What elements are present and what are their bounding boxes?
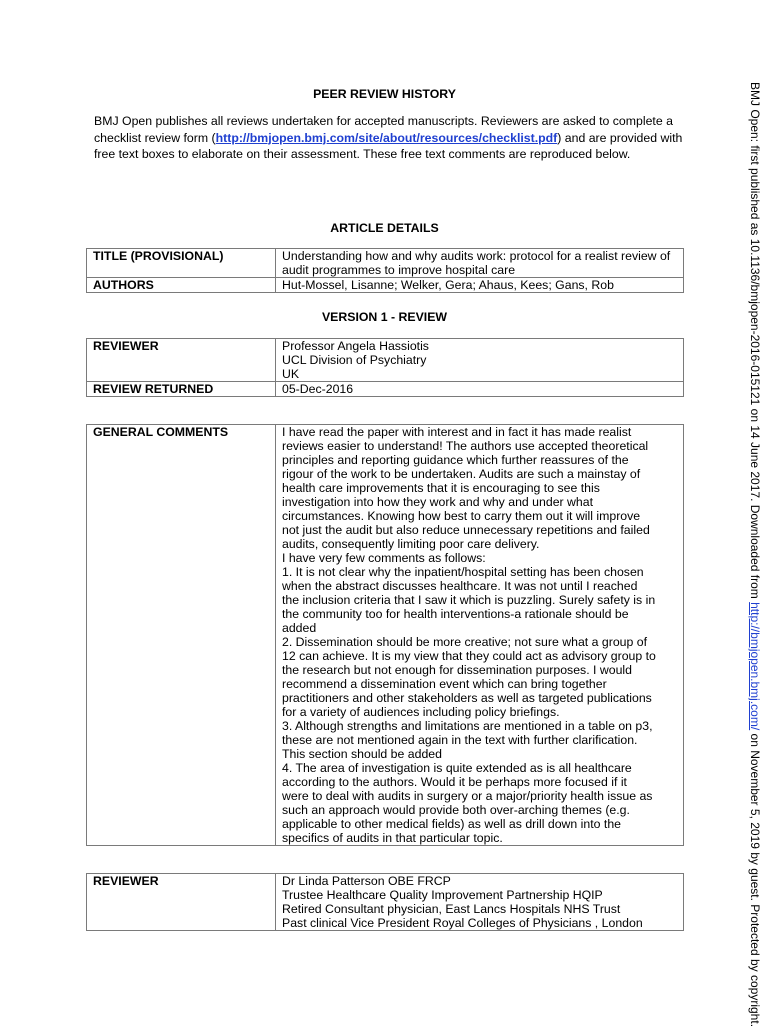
- reviewer-2-line: Dr Linda Patterson OBE FRCP: [282, 874, 451, 888]
- reviewer-1-details: [276, 339, 684, 382]
- comment-line: these are not mentioned again in the text with further clarification.: [282, 733, 638, 747]
- bmjopen-link[interactable]: http://bmjopen.bmj.com/: [748, 602, 762, 731]
- reviewer-1-row: [87, 339, 684, 382]
- page-title: PEER REVIEW HISTORY: [313, 87, 456, 101]
- comment-line: I have read the paper with interest and in fact it has made realist: [282, 425, 632, 439]
- authors-row: [87, 278, 684, 293]
- side-copyright-note: [742, 82, 762, 1027]
- comment-line: not just the audit but also reduce unnecessary repetitions and failed: [282, 523, 650, 537]
- title-row: [87, 249, 684, 278]
- review-returned-value: 05-Dec-2016: [276, 382, 684, 397]
- general-comments-table: [86, 424, 684, 846]
- authors-value: Hut-Mossel, Lisanne; Welker, Gera; Ahaus, Kees; Gans, Rob: [276, 278, 684, 293]
- comment-line: reviews easier to understand! The authors use accepted theoretical: [282, 439, 649, 453]
- reviewer-1-label: REVIEWER: [87, 339, 276, 382]
- general-comments-label: GENERAL COMMENTS: [87, 425, 276, 846]
- comment-line: rigour of the work to be undertaken. Audits are such a mainstay of: [282, 467, 641, 481]
- authors-label: AUTHORS: [87, 278, 276, 293]
- comment-line: when the abstract discusses healthcare. It was not until I reached: [282, 579, 638, 593]
- comment-line: recommend a dissemination event which can bring together: [282, 677, 607, 691]
- comment-line: specifics of audits in that particular topic.: [282, 831, 503, 845]
- side-note-text-end: on November 5, 2019 by guest. Protected by copyright.: [748, 730, 762, 1027]
- comment-line: circumstances. Knowing how best to carry them out it will improve: [282, 509, 641, 523]
- review-returned-row: [87, 382, 684, 397]
- checklist-link[interactable]: http://bmjopen.bmj.com/site/about/resources/checklist.pdf: [215, 130, 558, 145]
- comment-line: for a variety of audiences including policy briefings.: [282, 705, 560, 719]
- reviewer-1-line: UCL Division of Psychiatry: [282, 353, 427, 367]
- comment-line: investigation into how they work and why and under what: [282, 495, 594, 509]
- reviewer-2-label: REVIEWER: [87, 874, 276, 931]
- title-label: TITLE (PROVISIONAL): [87, 249, 276, 278]
- comment-line: were to deal with audits in surgery or a major/priority health issue as: [282, 789, 653, 803]
- comment-line: practitioners and other stakeholders as well as targeted publications: [282, 691, 652, 705]
- comment-line: 3. Although strengths and limitations are mentioned in a table on p3,: [282, 719, 653, 733]
- title-value: Understanding how and why audits work: protocol for a realist review of audit programmes to improve hospital care: [276, 249, 684, 278]
- article-details-heading: ARTICLE DETAILS: [330, 221, 439, 235]
- comment-line: I have very few comments as follows:: [282, 551, 486, 565]
- reviewer-2-line: Past clinical Vice President Royal Colleges of Physicians , London: [282, 916, 643, 930]
- general-comments-row: [87, 425, 684, 846]
- side-note-text-start: BMJ Open: first published as 10.1136/bmjopen-2016-015121 on 14 June 2017. Downloaded from: [748, 82, 762, 603]
- comment-line: 4. The area of investigation is quite extended as is all healthcare: [282, 761, 632, 775]
- review-returned-label: REVIEW RETURNED: [87, 382, 276, 397]
- comment-line: the research but not enough for dissemination purposes. I would: [282, 663, 632, 677]
- reviewer-2-line: Retired Consultant physician, East Lancs Hospitals NHS Trust: [282, 902, 621, 916]
- comment-line: the inclusion criteria that I saw it which is puzzling. Surely safety is in: [282, 593, 656, 607]
- article-details-table: [86, 248, 684, 293]
- comment-line: This section should be added: [282, 747, 442, 761]
- reviewer-2-line: Trustee Healthcare Quality Improvement Partnership HQIP: [282, 888, 603, 902]
- comment-line: the community too for health interventions-a rationale should be: [282, 607, 629, 621]
- comment-line: 1. It is not clear why the inpatient/hospital setting has been chosen: [282, 565, 644, 579]
- reviewer-2-table: [86, 873, 684, 931]
- comment-line: applicable to other medical fields) as well as drill down into the: [282, 817, 622, 831]
- comment-line: such an approach would provide both over-arching themes (e.g.: [282, 803, 630, 817]
- version-heading: VERSION 1 - REVIEW: [321, 310, 448, 324]
- comment-line: audits, consequently limiting poor care delivery.: [282, 537, 540, 551]
- reviewer-2-details: [276, 874, 684, 931]
- reviewer-2-row: [87, 874, 684, 931]
- reviewer-1-line: Professor Angela Hassiotis: [282, 339, 429, 353]
- general-comments-body: [276, 425, 684, 846]
- comment-line: according to the authors. Would it be perhaps more focused if it: [282, 775, 627, 789]
- intro-text-end: ) and are provided with free text boxes to elaborate on their assessment. These free text comments are reproduced below.: [94, 130, 683, 161]
- comment-line: health care improvements that it is encouraging to see this: [282, 481, 600, 495]
- intro-text-start: BMJ Open publishes all reviews undertaken for accepted manuscripts. Reviewers are asked to complete a checklist review form (: [94, 114, 673, 145]
- comment-line: 2. Dissemination should be more creative; not sure what a group of: [282, 635, 648, 649]
- reviewer-1-table: [86, 338, 684, 397]
- comment-line: added: [282, 621, 317, 635]
- comment-line: 12 can achieve. It is my view that they could act as advisory group to: [282, 649, 656, 663]
- reviewer-1-line: UK: [282, 367, 300, 381]
- comment-line: principles and reporting guidance which further reassures of the: [282, 453, 629, 467]
- intro-paragraph: [94, 113, 684, 163]
